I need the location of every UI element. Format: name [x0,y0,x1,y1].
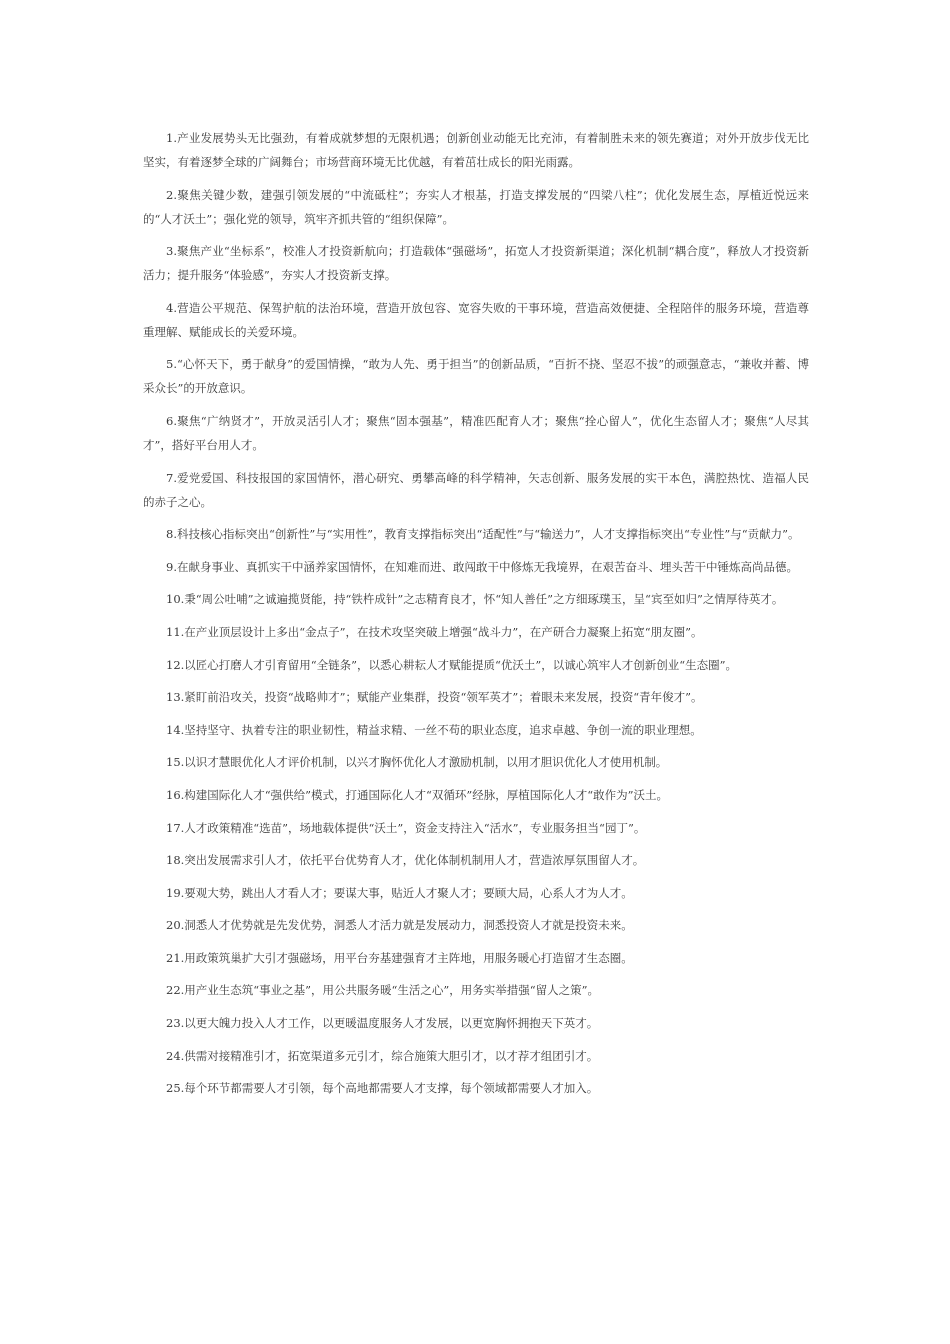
list-item: 2.聚焦关键少数，建强引领发展的“中流砥柱”；夯实人才根基，打造支撑发展的“四梁八柱”；优化发展生态，厚植近悦远来的“人才沃土”；强化党的领导，筑牢齐抓共管的“组织保障”。 [143,187,809,226]
document-body [143,126,809,1109]
list-item: 21.用政策筑巢扩大引才强磁场，用平台夯基建强育才主阵地，用服务暖心打造留才生态圈。 [166,950,633,965]
list-item: 18.突出发展需求引人才，依托平台优势育人才，优化体制机制用人才，营造浓厚氛围留人才。 [166,853,645,868]
list-item: 19.要观大势，跳出人才看人才；要谋大事，贴近人才聚人才；要顾大局，心系人才为人才。 [166,885,633,900]
list-item: 22.用产业生态筑“事业之基”，用公共服务暖“生活之心”，用务实举措强“留人之策”。 [166,983,600,998]
list-item: 6.聚焦“广纳贤才”，开放灵活引人才；聚焦“固本强基”，精准匹配育人才；聚焦“拴心留人”，优化生态留人才；聚焦“人尽其才”，搭好平台用人才。 [143,413,809,452]
list-item: 13.紧盯前沿攻关，投资“战略帅才”；赋能产业集群，投资“领军英才”；着眼未来发展，投资“青年俊才”。 [166,690,703,705]
list-item: 5.“心怀天下，勇于献身”的爱国情操，“敢为人先、勇于担当”的创新品质，“百折不挠、坚忍不拔”的顽强意志，“兼收并蓄、博采众长”的开放意识。 [143,357,809,396]
list-item: 20.洞悉人才优势就是先发优势，洞悉人才活力就是发展动力，洞悉投资人才就是投资未来。 [166,918,633,933]
list-item: 11.在产业顶层设计上多出“金点子”，在技术攻坚突破上增强“战斗力”，在产研合力凝聚上拓宽“朋友圈”。 [166,624,703,639]
list-item: 10.秉“周公吐哺”之诚遍揽贤能，持“铁杵成针”之志精育良才，怀“知人善任”之方细琢璞玉，呈“宾至如归”之情厚待英才。 [166,592,784,607]
list-item: 8.科技核心指标突出“创新性”与“实用性”，教育支撑指标突出“适配性”与“输送力”，人才支撑指标突出“专业性”与“贡献力”。 [166,527,800,542]
list-item: 17.人才政策精准“选苗”，场地载体提供“沃土”，资金支持注入“活水”，专业服务担当“园丁”。 [166,820,646,835]
list-item: 23.以更大魄力投入人才工作，以更暖温度服务人才发展，以更宽胸怀拥抱天下英才。 [166,1016,599,1031]
list-item: 24.供需对接精准引才，拓宽渠道多元引才，综合施策大胆引才，以才荐才组团引才。 [166,1048,599,1063]
list-item: 25.每个环节都需要人才引领，每个高地都需要人才支撑，每个领域都需要人才加入。 [166,1081,599,1096]
list-item: 9.在献身事业、真抓实干中涵养家国情怀，在知难而进、敢闯敢干中修炼无我境界，在艰苦奋斗、埋头苦干中锤炼高尚品德。 [166,559,798,574]
list-item: 3.聚焦产业“坐标系”，校准人才投资新航向；打造载体“强磁场”，拓宽人才投资新渠道；深化机制“耦合度”，释放人才投资新活力；提升服务“体验感”，夯实人才投资新支撑。 [143,244,809,283]
list-item: 4.营造公平规范、保驾护航的法治环境，营造开放包容、宽容失败的干事环境，营造高效便捷、全程陪伴的服务环境，营造尊重理解、赋能成长的关爱环境。 [143,300,809,339]
list-item: 14.坚持坚守、执着专注的职业韧性，精益求精、一丝不苟的职业态度，追求卓越、争创一流的职业理想。 [166,722,702,737]
list-item: 7.爱党爱国、科技报国的家国情怀，潜心研究、勇攀高峰的科学精神，矢志创新、服务发展的实干本色，满腔热忱、造福人民的赤子之心。 [143,470,809,509]
list-item: 1.产业发展势头无比强劲，有着成就梦想的无限机遇；创新创业动能无比充沛，有着制胜未来的领先赛道；对外开放步伐无比坚实，有着逐梦全球的广阔舞台；市场营商环境无比优越，有着茁壮成长的阳光雨露。 [143,131,809,169]
list-item: 16.构建国际化人才“强供给”模式，打通国际化人才“双循环”经脉，厚植国际化人才“敢作为”沃土。 [166,787,669,802]
list-item: 15.以识才慧眼优化人才评价机制，以兴才胸怀优化人才激励机制，以用才胆识优化人才使用机制。 [166,755,668,770]
list-item: 12.以匠心打磨人才引育留用“全链条”，以悉心耕耘人才赋能提质“优沃土”，以诚心筑牢人才创新创业“生态圈”。 [166,657,738,672]
